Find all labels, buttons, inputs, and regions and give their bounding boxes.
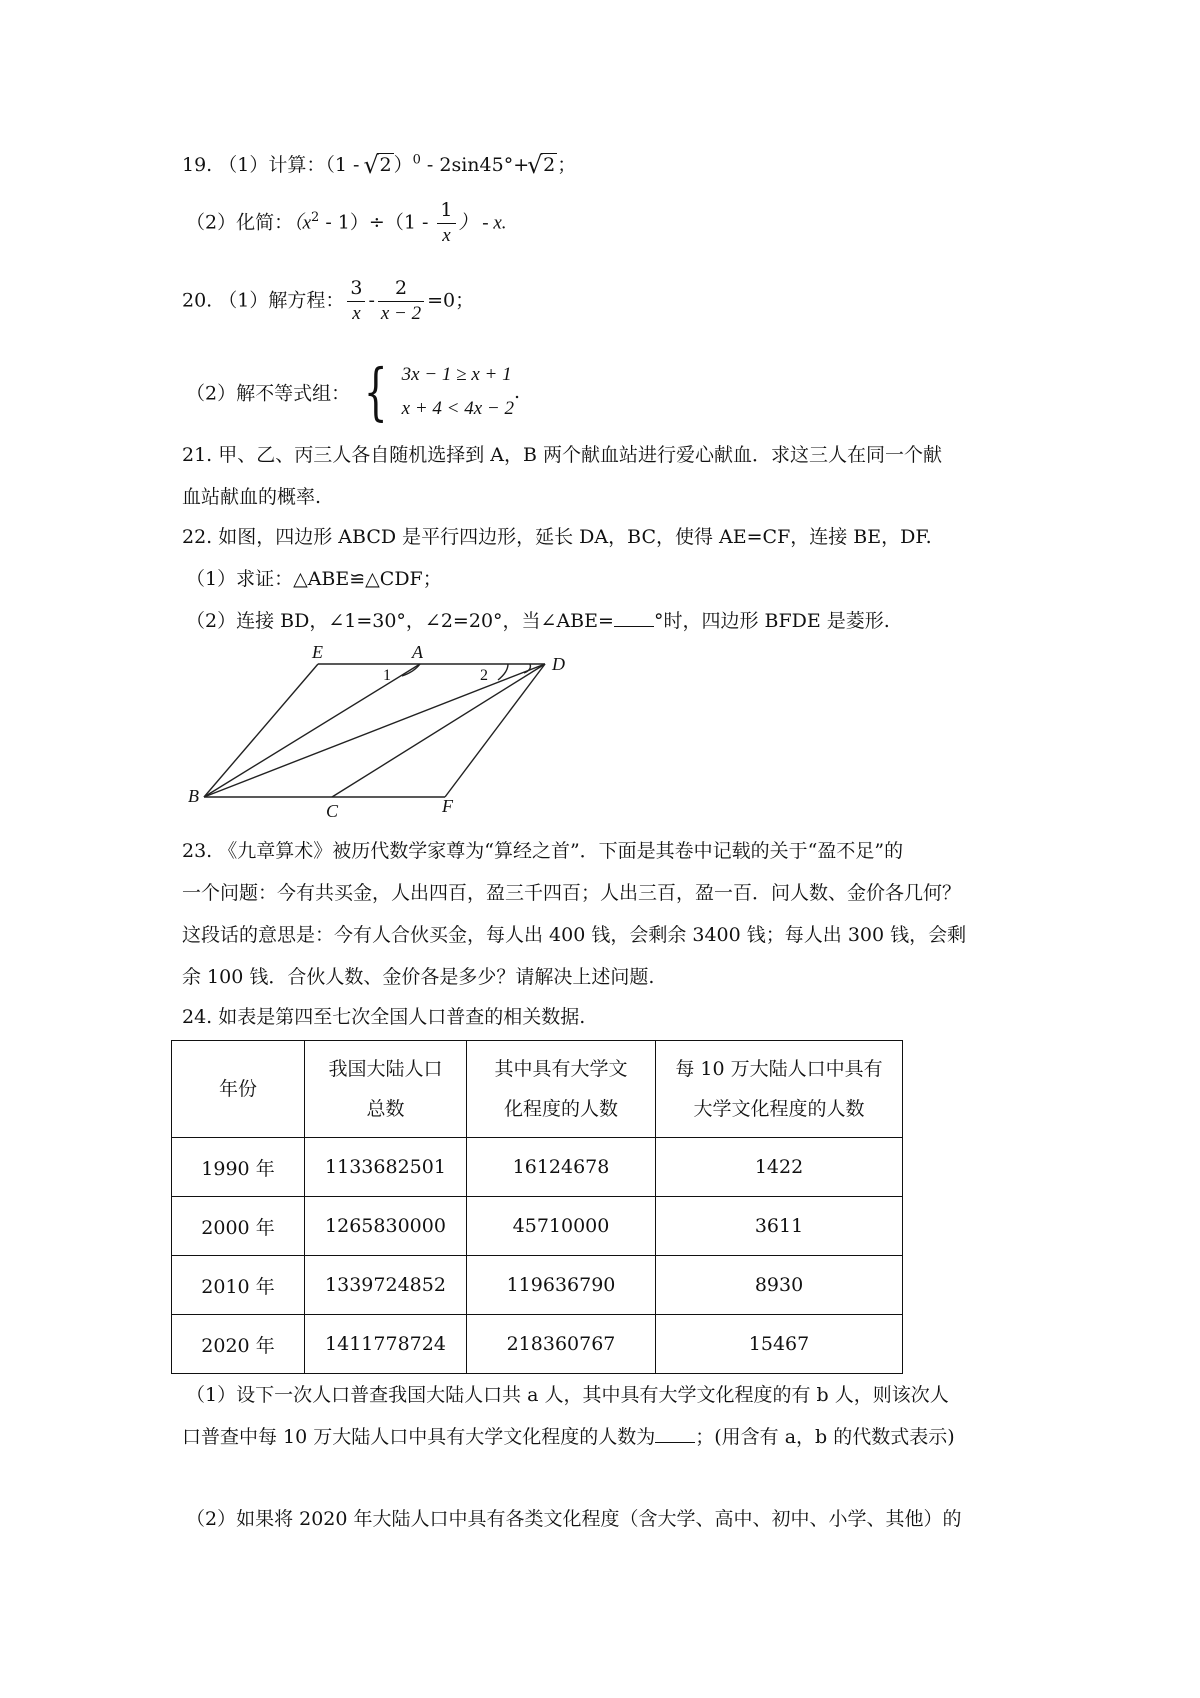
q23-line3: 这段话的意思是：今有人合伙买金，每人出 400 钱，会剩余 3400 钱；每人出 300 钱，会剩 [182, 924, 967, 946]
label-A: A [412, 642, 423, 662]
table-row: 2010 年 1339724852 119636790 8930 [172, 1256, 903, 1315]
q22-part1: （1）求证：△ABE≌△CDF； [186, 568, 442, 590]
line-BE [204, 664, 318, 797]
q24-part1-line2: 口普查中每 10 万大陆人口中具有大学文化程度的人数为 ；(用含有 a，b 的代数式表示) [182, 1426, 955, 1448]
fraction-2-over-x-2: $\frac{2}{x - 2}$ [378, 278, 424, 325]
q21-line1: 21. 甲、乙、丙三人各自随机选择到 A，B 两个献血站进行爱心献血．求这三人在同一个献 [182, 444, 943, 466]
label-C: C [326, 801, 339, 820]
q20-part2: （2）解不等式组： { 3x − 1 ≥ x + 1 x + 4 < 4x − 2. [186, 355, 521, 428]
header-year: 年份 [172, 1041, 305, 1138]
q23-line2: 一个问题：今有共买金，人出四百，盈三千四百；人出三百，盈一百．问人数、金价各几何？ [182, 882, 962, 904]
sqrt-2: √ 2 [365, 154, 393, 176]
fraction-3-over-x: $\frac{3}{x}$ [347, 278, 365, 325]
label-angle-1: 1 [383, 667, 391, 684]
label-E: E [312, 642, 323, 662]
q24-intro: 24. 如表是第四至七次全国人口普查的相关数据. [182, 1006, 586, 1028]
line-CD [332, 664, 545, 797]
header-university: 其中具有大学文 化程度的人数 [467, 1041, 656, 1138]
q23-line1: 23. 《九章算术》被历代数学家尊为“算经之首”．下面是其卷中记载的关于“盈不足”的 [182, 840, 904, 862]
q23-line4: 余 100 钱．合伙人数、金价各是多少？请解决上述问题. [182, 966, 655, 988]
q24-part2-line1: （2）如果将 2020 年大陆人口中具有各类文化程度（含大学、高中、初中、小学、其他）的 [186, 1508, 962, 1530]
table-row: 1990 年 1133682501 16124678 1422 [172, 1138, 903, 1197]
label-F: F [442, 796, 453, 816]
q22-part2: （2）连接 BD，∠1=30°，∠2=20°，当∠ABE= °时，四边形 BFDE 是菱形. [186, 610, 890, 632]
inequality-1: 3x − 1 ≥ x + 1 [401, 364, 512, 385]
answer-blank [655, 1426, 695, 1443]
q22-line1: 22. 如图，四边形 ABCD 是平行四边形，延长 DA，BC，使得 AE=CF，连接 BE，DF. [182, 526, 932, 548]
header-population: 我国大陆人口 总数 [305, 1041, 467, 1138]
census-table [171, 1040, 903, 1374]
angle-2-arc [498, 664, 508, 680]
q21-line2: 血站献血的概率. [182, 486, 322, 508]
parallelogram-figure [180, 640, 600, 820]
inequality-system [356, 355, 514, 428]
label-D: D [552, 654, 565, 674]
label-B: B [188, 786, 199, 806]
table-header-row [172, 1041, 903, 1138]
left-brace: { [364, 355, 388, 428]
sqrt-2b: √ 2 [529, 154, 557, 176]
label-angle-2: 2 [480, 667, 488, 684]
q19-part1: 19. （1）计算：（1 - √ 2 ）$^0$ - 2sin45°+√ 2 ； [182, 150, 576, 177]
q20-part1: 20. （1）解方程： $\frac{3}{x}$ - $\frac{2}{x - 2}$ =0； [182, 277, 475, 324]
table-row: 2020 年 1411778724 218360767 15467 [172, 1315, 903, 1374]
q19-part2: （2）化简：$(x^2 - 1)\div(1$ - $\frac{1}{x}$ ） - x. [186, 199, 507, 246]
line-BD [204, 664, 545, 797]
table-row: 2000 年 1265830000 45710000 3611 [172, 1197, 903, 1256]
answer-blank [614, 610, 654, 627]
inequality-2: x + 4 < 4x − 2 [401, 398, 514, 419]
fraction-1-over-x: $\frac{1}{x}$ [437, 200, 455, 247]
header-per-100k: 每 10 万大陆人口中具有 大学文化程度的人数 [656, 1041, 903, 1138]
q24-part1-line1: （1）设下一次人口普查我国大陆人口共 a 人，其中具有大学文化程度的有 b 人，则该次人 [186, 1384, 949, 1406]
